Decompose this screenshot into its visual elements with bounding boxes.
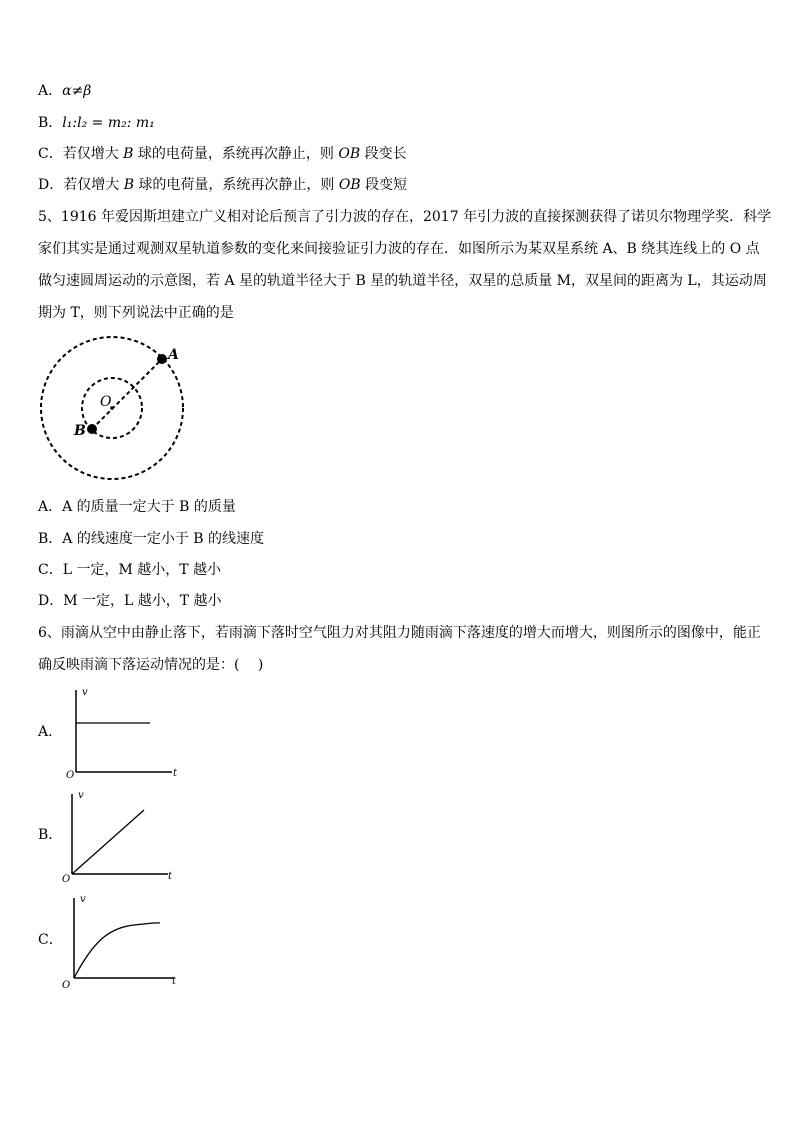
q5-option-b: B．A 的线速度一定小于 B 的线速度 (38, 531, 265, 547)
q6-option-a-label: A． (38, 724, 63, 740)
q6-graph-b (60, 788, 180, 888)
q4-option-d (38, 176, 407, 194)
option-text-var: B (123, 146, 134, 162)
q4-option-c (38, 145, 407, 163)
q6-graph-a (64, 684, 184, 784)
y-axis-label: v (80, 894, 86, 905)
option-text-mid: 球的电荷量，系统再次静止，则 (133, 177, 339, 193)
option-text-pre: 若仅增大 (63, 177, 124, 193)
option-letter: C． (38, 146, 63, 162)
star-a (157, 354, 167, 364)
x-axis-label: t (173, 768, 178, 779)
q4-option-a (38, 82, 91, 100)
q5-line: 做匀速圆周运动的示意图，若 A 星的轨道半径大于 B 星的轨道半径，双星的总质量 M，双星间的距离为 L，其运动周 (38, 273, 767, 289)
option-text-var: OB (338, 177, 361, 193)
star-b (87, 424, 97, 434)
v-t-curve (72, 810, 144, 874)
option-letter: B． (38, 115, 63, 131)
option-letter: D． (38, 177, 64, 193)
v-t-curve (74, 923, 160, 978)
q5-line: 家们其实是通过观测双星轨道参数的变化来间接验证引力波的存在．如图所示为某双星系统 A、B 绕其连线上的 O 点 (38, 241, 760, 257)
q6-graph-c (62, 892, 192, 992)
q5-option-c: C．L 一定，M 越小，T 越小 (38, 562, 222, 578)
q5-stem (38, 208, 772, 336)
option-text-mid: 球的电荷量，系统再次静止，则 (133, 146, 339, 162)
q5-option-a: A．A 的质量一定大于 B 的质量 (38, 499, 236, 515)
y-axis-label: v (82, 687, 88, 698)
option-text: α≠β (62, 83, 92, 99)
label-a: A (168, 347, 179, 363)
option-text: l₁:l₂ = m₂: m₁ (62, 115, 155, 131)
q6-line: 6、雨滴从空中由静止落下，若雨滴下落时空气阻力对其阻力随雨滴下落速度的增大而增大，则图所示的图像中，能正 (38, 625, 761, 641)
x-axis-label: t (168, 871, 173, 882)
q5-option-d: D．M 一定，L 越小，T 越小 (38, 593, 222, 609)
origin-label: O (62, 980, 71, 991)
label-o: O (100, 394, 112, 410)
option-text-pre: 若仅增大 (62, 146, 124, 162)
origin-label: O (62, 874, 71, 885)
q6-option-b-label: B． (38, 827, 63, 843)
q4-option-b (38, 114, 155, 132)
q6-option-c-label: C． (38, 932, 63, 948)
option-letter: A． (38, 83, 63, 99)
option-text-var: B (123, 177, 134, 193)
binary-star-figure (38, 336, 198, 486)
label-b: B (74, 423, 86, 439)
q6-line: 确反映雨滴下落运动情况的是：( ) (38, 657, 264, 673)
option-text-post: 段变长 (360, 146, 407, 162)
origin-label: O (66, 770, 75, 781)
q5-line: 5、1916 年爱因斯坦建立广义相对论后预言了引力波的存在，2017 年引力波的直接探测获得了诺贝尔物理学奖．科学 (38, 209, 772, 225)
x-axis-label: t (172, 976, 177, 987)
option-text-post: 段变短 (360, 177, 408, 193)
q5-line: 期为 T，则下列说法中正确的是 (38, 305, 234, 321)
option-text-var: OB (338, 146, 361, 162)
q6-stem (38, 624, 760, 688)
y-axis-label: v (78, 790, 84, 801)
